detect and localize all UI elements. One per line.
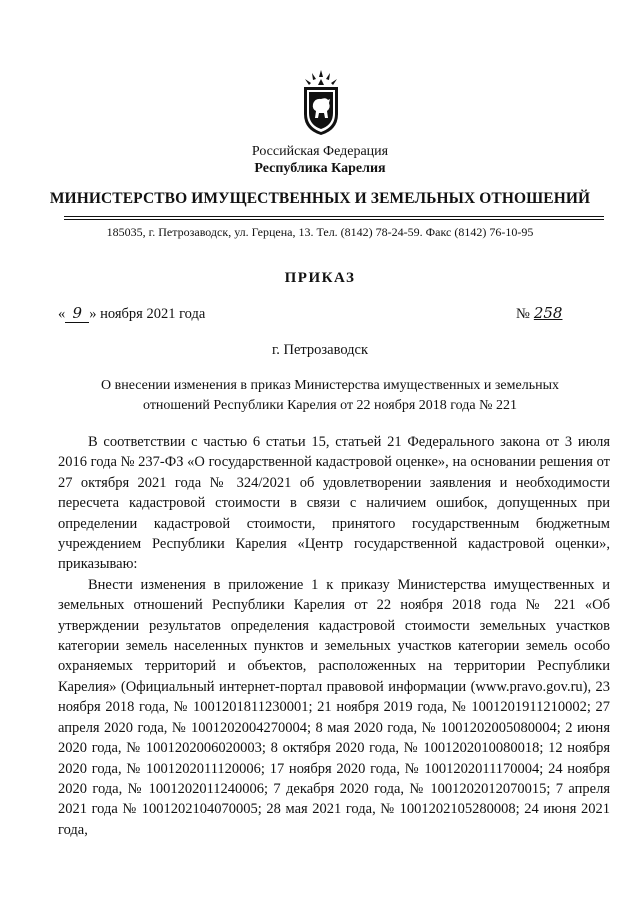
karelia-coat-of-arms-icon — [301, 70, 341, 136]
date-month-year: » ноября 2021 года — [89, 306, 206, 322]
document-number — [516, 304, 562, 323]
ministry-address: 185035, г. Петрозаводск, ул. Герцена, 13. Тел. (8142) 78-24-59. Факс (8142) 76-10-95 — [106, 225, 534, 239]
date-day-handwritten: 9 — [65, 304, 89, 323]
header-divider — [64, 216, 604, 217]
body-paragraph-1: В соответствии с частью 6 статьи 15, статьей 21 Федерального закона от 3 июля 2016 года № 237-ФЗ «О государственной кадастровой оценке», на основании решения от 27 октября 2021 года № 324/2021 об удовлетворении заявления и необходимости пересчета кадастровой стоимости в связи с наличием ошибок, допущенных при определении кадастровой стоимости, принятого государственным бюджетным учреждением Республики Карелия «Центр государственной кадастровой оценки», приказываю: — [58, 434, 610, 573]
number-value-handwritten: 258 — [533, 304, 563, 322]
country-name: Российская Федерация — [251, 144, 389, 159]
republic-name: Республика Карелия — [254, 161, 386, 176]
date-open-quote: « — [58, 306, 66, 322]
document-body — [58, 432, 610, 840]
number-label: № — [516, 306, 530, 322]
document-date — [58, 304, 205, 323]
document-city: г. Петрозаводск — [271, 342, 369, 358]
document-title: ПРИКАЗ — [284, 270, 356, 286]
document-subject: О внесении изменения в приказ Министерства имущественных и земельных отношений Республики Карелия от 22 ноября 2018 года № 221 — [101, 378, 559, 413]
body-paragraph-2: Внести изменения в приложение 1 к приказу Министерства имущественных и земельных отношений Республики Карелия от 22 ноября 2018 года № 221 «Об утверждении результатов определения кадастровой стоимости земельных участков категории земель населенных пунктов и земельных участков категории земель особо охраняемых территорий и объектов, расположенных на территории Республики Карелия» (Официальный интернет-портал правовой информации (www.pravo.gov.ru), 23 ноября 2018 года, № 1001201811230001; 21 ноября 2019 года, № 1001201911210002; 27 апреля 2020 года, № 1001202004270004; 8 мая 2020 года, № 1001202005080004; 2 июня 2020 года, № 1001202006020003; 8 октября 2020 года, № 1001202010080018; 12 ноября 2020 года, № 1001202011120006; 17 ноября 2020 года, № 1001202011170004; 24 ноября 2020 года, № 1001202011240006; 7 декабря 2020 года, № 1001202012070015; 7 апреля 2021 года № 1001202104070005; 28 мая 2021 года, № 1001202105280008; 24 июня 2021 года, — [58, 576, 610, 838]
ministry-name: МИНИСТЕРСТВО ИМУЩЕСТВЕННЫХ И ЗЕМЕЛЬНЫХ ОТНОШЕНИЙ — [49, 190, 591, 207]
header-divider-thin — [64, 219, 604, 220]
